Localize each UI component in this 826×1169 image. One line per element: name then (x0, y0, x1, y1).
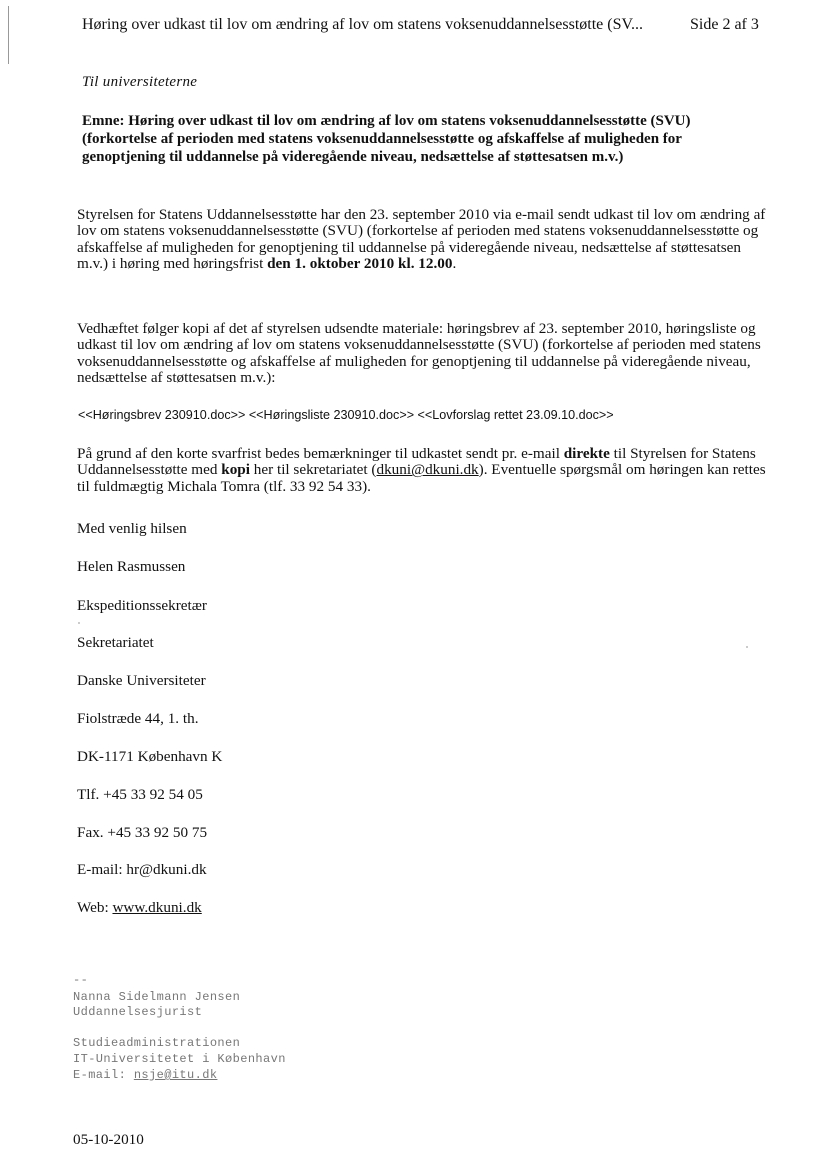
print-date: 05-10-2010 (73, 1131, 144, 1148)
sig-web-link[interactable]: www.dkuni.dk (112, 899, 202, 916)
page-number: Side 2 af 3 (690, 16, 759, 33)
sig-fax: Fax. +45 33 92 50 75 (77, 824, 208, 841)
footer-role: Uddannelsesjurist (73, 1005, 203, 1019)
footer-email-label: E-mail: (73, 1068, 134, 1082)
header-title: Høring over udkast til lov om ændring af lov om statens voksenuddannelsesstøtte (SV... (82, 16, 643, 33)
attachment-list[interactable]: <<Høringsbrev 230910.doc>> <<Høringsliste 230910.doc>> <<Lovforslag rettet 23.09.10.doc>> (78, 408, 614, 422)
scan-speck (78, 622, 80, 624)
footer-separator: -- (73, 973, 89, 987)
footer-dept: Studieadministrationen (73, 1036, 241, 1050)
sig-name: Helen Rasmussen (77, 558, 186, 575)
paragraph-2: Vedhæftet følger kopi af det af styrelsen udsendte materiale: høringsbrev af 23. september 2010, høringsliste og udkast til lov om ændring af lov om statens voksenuddannelsesstøtte (SVU) (forkortelse af perioden med statens voksenuddannelsesstøtte og afskaffelse af muligheden for genoptjening til uddannelse på videregående niveau, nedsættelse af støttesatsen m.v.): (77, 320, 761, 387)
subject-line: Emne: Høring over udkast til lov om ændring af lov om statens voksenuddannelsesstøtte (SVU) (forkortelse af perioden med statens voksenuddannelsesstøtte og afskaffelse af muligheden for genoptjening til uddannelse på videregående niveau, nedsættelse af støttesatsen m.v.) (82, 113, 691, 165)
sig-web-label: Web: (77, 899, 113, 916)
scan-speck (746, 646, 748, 648)
sig-title: Ekspeditionssekretær (77, 597, 207, 614)
sig-greeting: Med venlig hilsen (77, 520, 187, 537)
p3-kopi: kopi (221, 461, 250, 479)
footer-email-link[interactable]: nsje@itu.dk (133, 1068, 218, 1082)
secretariat-email-link[interactable]: dkuni@dkuni.dk (376, 461, 479, 479)
footer-email-row (73, 1068, 217, 1082)
margin-line (8, 6, 9, 64)
paragraph-1-end: . (452, 255, 457, 273)
paragraph-3 (77, 446, 767, 495)
sig-web-row (77, 899, 202, 917)
footer-org: IT-Universitetet i København (73, 1052, 286, 1066)
p3-e: her til sekretariatet ( (249, 461, 377, 479)
p3-c: til Styrelsen for Statens Uddannelsesstøtte med (77, 445, 756, 479)
p3-f: ). Eventuelle spørgsmål om høringen kan rettes til fuldmægtig Michala Tomra (tlf. 33 92 54 33). (77, 461, 766, 495)
salutation: Til universiteterne (82, 74, 198, 90)
sig-city: DK-1171 København K (77, 748, 223, 765)
p3-a: På grund af den korte svarfrist bedes bemærkninger til udkastet sendt pr. e-mail (77, 445, 564, 462)
sig-dept: Sekretariatet (77, 634, 154, 651)
footer-name: Nanna Sidelmann Jensen (73, 990, 241, 1004)
sig-email: E-mail: hr@dkuni.dk (77, 861, 207, 878)
p3-direkte: direkte (563, 445, 610, 462)
sig-phone: Tlf. +45 33 92 54 05 (77, 786, 203, 803)
paragraph-1 (77, 207, 767, 273)
sig-street: Fiolstræde 44, 1. th. (77, 710, 199, 727)
sig-org: Danske Universiteter (77, 672, 206, 689)
deadline: den 1. oktober 2010 kl. 12.00 (267, 255, 453, 273)
paragraph-1-text: Styrelsen for Statens Uddannelsesstøtte har den 23. september 2010 via e-mail sendt udkast til lov om ændring af lov om statens voksenuddannelsesstøtte (SVU) (forkortelse af perioden med statens voksenuddannelsesstøtte og afskaffelse af muligheden for genoptjening til uddannelse på videregående niveau, nedsættelse af støttesatsen m.v.) i høring med høringsfrist (77, 206, 766, 273)
